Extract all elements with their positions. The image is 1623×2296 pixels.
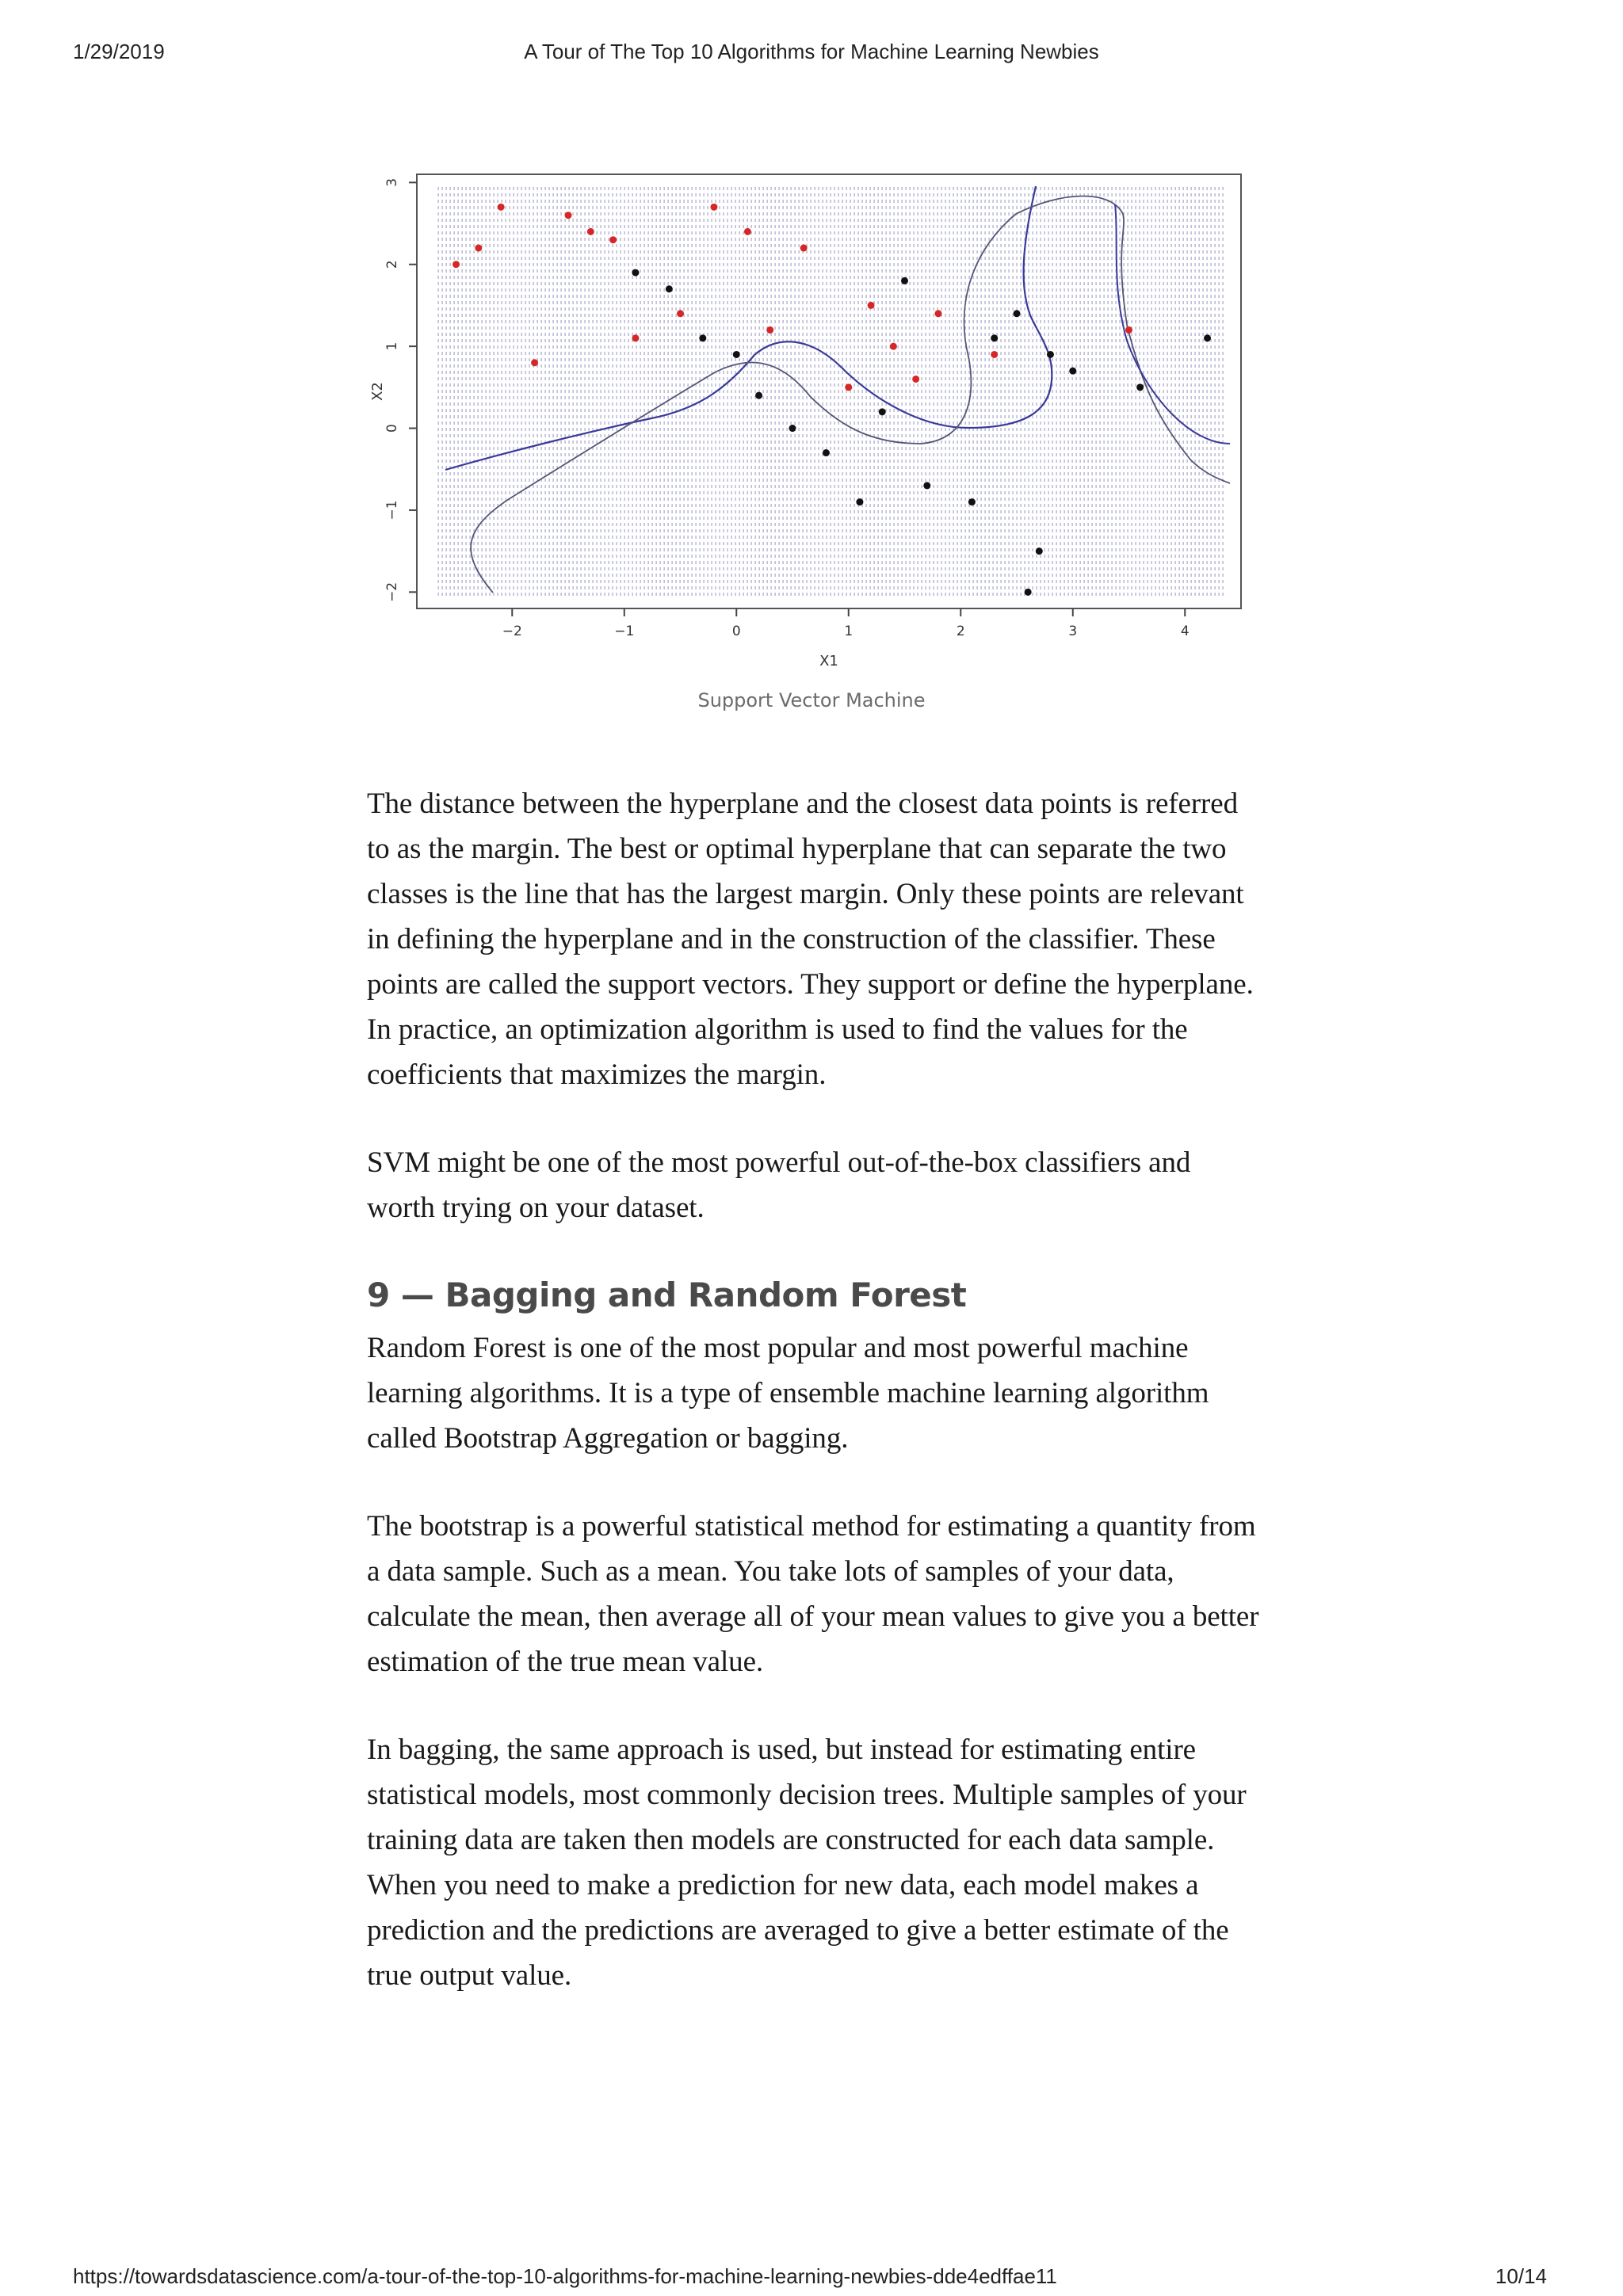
red-point-17: [991, 351, 998, 358]
paragraph-bootstrap: The bootstrap is a powerful statistical method for estimating a quantity from a data sample. Such as a mean. You take lots of samples of your data, calculate the mean, then average all of your mean values to give you a better estimation of the true mean value.: [367, 1510, 1259, 1678]
black-point-10: [923, 482, 930, 489]
paragraph-margin: The distance between the hyperplane and the closest data points is referred to as the margin. The best or optimal hyperplane that can separate the two classes is the line that has the largest margin. Only these points are relevant in defining the hyperplane and in the construction of the classifier. These points are called the support vectors. They support or define the hyperplane. In practice, an optimization algorithm is used to find the values for the coefficients that maximizes the margin.: [367, 788, 1254, 1091]
black-point-13: [1014, 310, 1021, 317]
print-date: 1/29/2019: [73, 40, 165, 63]
black-point-18: [1204, 334, 1211, 341]
black-point-19: [1136, 383, 1144, 391]
y-tick-label: 0: [384, 424, 400, 433]
paragraph-svm-summary: SVM might be one of the most powerful out-of-the-box classifiers and worth trying on your dataset.: [367, 1146, 1191, 1224]
y-tick-label: 1: [384, 341, 400, 351]
x-tick-label: 1: [844, 624, 854, 639]
black-point-12: [991, 334, 998, 341]
red-point-6: [632, 334, 639, 341]
black-point-0: [632, 269, 639, 277]
red-point-19: [531, 359, 538, 366]
svm-scatter-plot: [366, 158, 1257, 666]
red-point-8: [710, 204, 717, 211]
red-point-15: [912, 376, 919, 383]
y-tick-label: 3: [384, 177, 400, 187]
red-point-2: [498, 204, 505, 211]
red-point-12: [845, 383, 852, 391]
x-tick-label: 4: [1180, 624, 1190, 639]
paragraph-bagging: In bagging, the same approach is used, but instead for estimating entire statistical models, most commonly decision trees. Multiple samples of your training data are taken then models are constructed for each data sample. When you need to make a prediction for new data, each model makes a prediction and the predictions are averaged to give a better estimate of the true output value.: [367, 1733, 1247, 1992]
black-point-3: [733, 351, 740, 358]
x-tick-label: 3: [1068, 624, 1078, 639]
red-point-11: [800, 245, 808, 252]
x-tick-label: −2: [502, 624, 522, 639]
y-tick-label: −2: [384, 582, 400, 602]
red-point-0: [453, 261, 460, 268]
y-axis-label: X2: [369, 382, 386, 401]
x-tick-label: 2: [956, 624, 965, 639]
page-number: 10/14: [1495, 2264, 1547, 2288]
section-heading: 9 — Bagging and Random Forest: [367, 1276, 967, 1314]
red-point-1: [475, 245, 482, 252]
black-point-5: [789, 425, 796, 432]
svm-figure: [366, 158, 1257, 666]
red-point-13: [868, 302, 875, 309]
x-axis-label: X1: [819, 653, 838, 666]
red-point-10: [766, 326, 773, 334]
paragraph-random-forest: Random Forest is one of the most popular and most powerful machine learning algorithms. It is a type of ensemble machine learning algorithm called Bootstrap Aggregation or bagging.: [367, 1332, 1209, 1455]
black-point-9: [901, 277, 908, 284]
figure-caption: Support Vector Machine: [697, 689, 926, 711]
black-point-4: [755, 392, 762, 399]
red-point-9: [744, 228, 751, 235]
x-tick-label: −1: [614, 624, 635, 639]
red-point-7: [677, 310, 684, 317]
red-point-4: [587, 228, 594, 235]
black-point-1: [666, 285, 673, 292]
article-body: [367, 781, 1262, 2041]
black-point-11: [968, 498, 976, 505]
red-point-16: [934, 310, 941, 317]
black-point-6: [823, 449, 830, 456]
black-point-7: [856, 498, 863, 505]
black-point-2: [699, 334, 706, 341]
y-tick-label: 2: [384, 260, 400, 269]
black-point-16: [1036, 547, 1043, 555]
black-point-8: [879, 408, 886, 415]
y-tick-label: −1: [384, 500, 400, 521]
black-point-17: [1025, 589, 1032, 596]
black-point-14: [1047, 351, 1054, 358]
red-point-5: [609, 236, 617, 243]
black-point-15: [1069, 368, 1076, 375]
print-title: A Tour of The Top 10 Algorithms for Machine Learning Newbies: [524, 40, 1099, 63]
red-point-14: [890, 343, 897, 350]
grid-shading: [437, 187, 1225, 599]
x-tick-label: 0: [731, 624, 741, 639]
red-point-18: [1125, 326, 1132, 334]
print-url[interactable]: https://towardsdatascience.com/a-tour-of-the-top-10-algorithms-for-machine-learning-newbies-dde4edffae11: [73, 2264, 1057, 2288]
red-point-3: [565, 212, 572, 219]
